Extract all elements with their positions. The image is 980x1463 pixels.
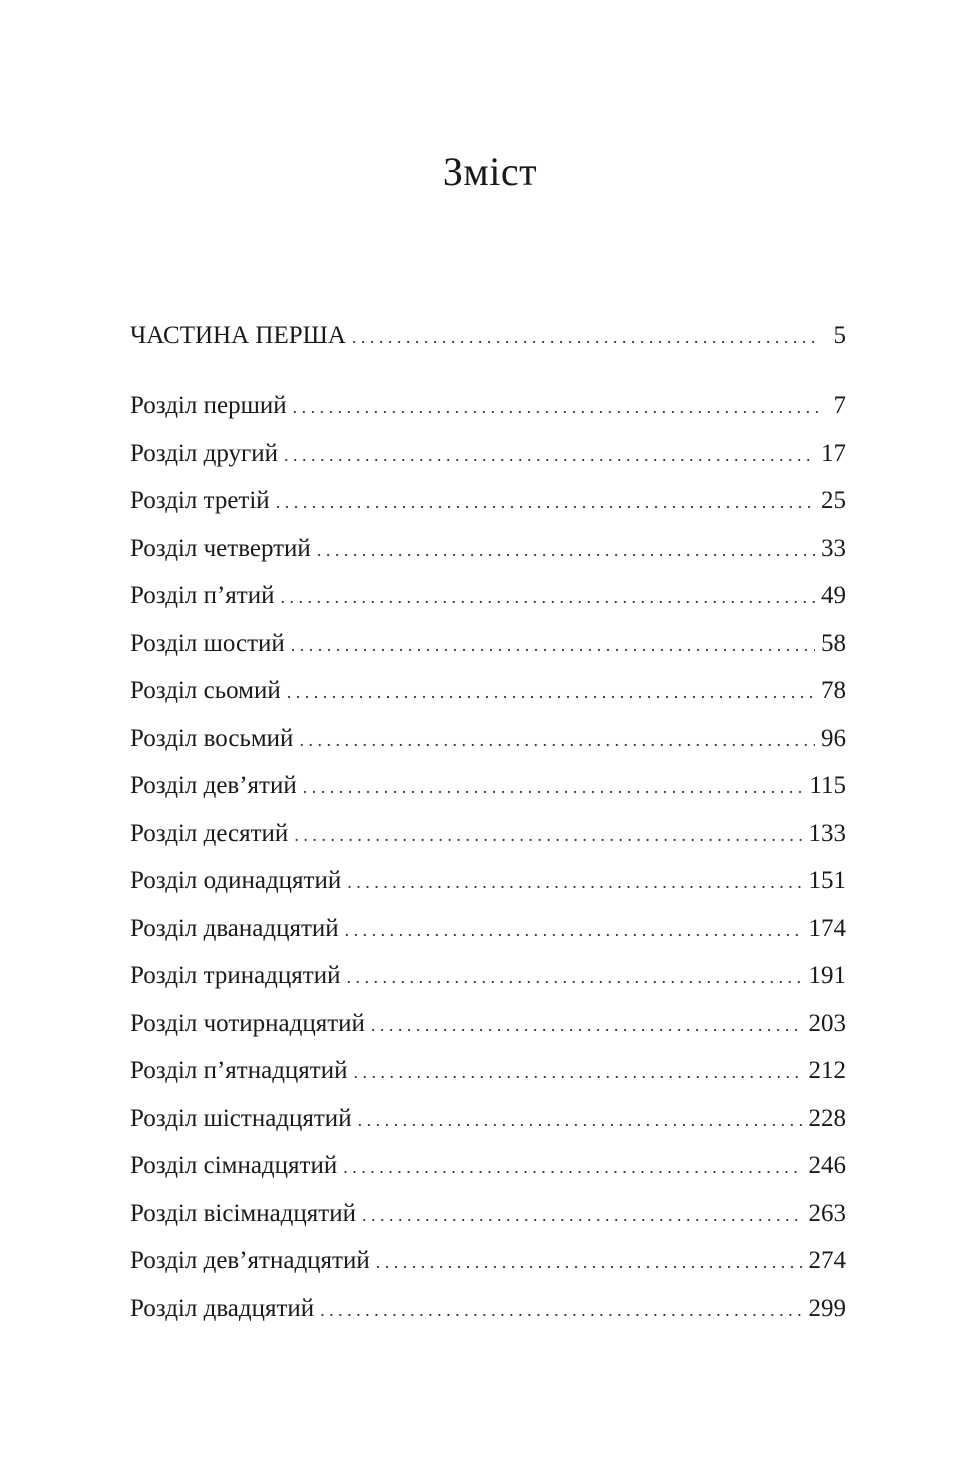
toc-page-number: 263 xyxy=(808,1199,846,1227)
toc-page-number: 228 xyxy=(808,1104,846,1132)
toc-chapter-entry xyxy=(130,1000,846,1048)
toc-entry-label: Розділ сімнадцятий xyxy=(130,1152,338,1179)
toc-page-number: 33 xyxy=(821,534,846,562)
toc-page-number: 203 xyxy=(808,1009,846,1037)
toc-page-number: 58 xyxy=(821,629,846,657)
toc-entry-label: Розділ третій xyxy=(130,487,270,514)
toc-page-number: 191 xyxy=(808,962,846,989)
toc-page-number: 133 xyxy=(808,819,846,847)
toc-chapter-entry xyxy=(130,1095,846,1143)
page-title: Зміст xyxy=(442,149,538,194)
toc-entry-label: Розділ сьомий xyxy=(130,677,281,704)
toc-entry-label: Розділ одинадцятий xyxy=(130,867,342,894)
toc-entry-label: Розділ восьмий xyxy=(130,724,294,752)
toc-page-number: 17 xyxy=(821,439,846,467)
toc-entry-label: Розділ дев’ятий xyxy=(130,772,297,799)
toc-chapter-entry xyxy=(130,620,846,668)
dot-leader xyxy=(346,954,802,1002)
dot-leader xyxy=(294,812,802,860)
dot-leader xyxy=(303,764,804,812)
toc-part-entry xyxy=(130,312,846,369)
toc-entry-label: Розділ другий xyxy=(130,439,278,467)
toc-page-number: 174 xyxy=(808,914,846,942)
toc-chapter-entry xyxy=(130,905,846,953)
toc-page-number: 151 xyxy=(808,867,846,894)
toc-page-number: 299 xyxy=(808,1294,846,1322)
toc-chapter-entry xyxy=(130,477,846,525)
dot-leader xyxy=(353,1049,802,1097)
dot-leader xyxy=(299,717,815,765)
toc-chapter-entry xyxy=(130,667,846,715)
toc-chapter-entry xyxy=(130,1047,846,1095)
toc-page-number: 5 xyxy=(833,322,846,349)
dot-leader xyxy=(291,622,815,670)
toc-entry-label: ЧАСТИНА ПЕРША xyxy=(130,322,346,349)
toc-entry-label: Розділ дванадцятий xyxy=(130,914,339,942)
dot-leader xyxy=(280,574,815,622)
toc-chapter-entry xyxy=(130,810,846,858)
toc-entry-label: Розділ дев’ятнадцятий xyxy=(130,1247,370,1274)
toc-chapter-entry xyxy=(130,382,846,430)
toc-entry-label: Розділ шістнадцятий xyxy=(130,1104,352,1132)
dot-leader xyxy=(358,1097,803,1145)
dot-leader xyxy=(320,1287,802,1335)
dot-leader xyxy=(287,669,815,717)
toc-entry-label: Розділ перший xyxy=(130,392,287,419)
toc-entry-label: Розділ п’ятий xyxy=(130,582,275,609)
dot-leader xyxy=(362,1192,803,1240)
toc-entry-label: Розділ шостий xyxy=(130,629,285,657)
toc-page-number: 7 xyxy=(833,392,846,419)
toc-chapter-entry xyxy=(130,1285,846,1333)
dot-leader xyxy=(347,859,802,907)
dot-leader xyxy=(376,1239,803,1287)
toc-page-number: 49 xyxy=(821,582,846,609)
dot-leader xyxy=(352,314,820,362)
toc-page-number: 78 xyxy=(821,677,846,704)
toc-page-number: 25 xyxy=(821,487,846,514)
dot-leader xyxy=(317,527,815,575)
toc-entry-label: Розділ чотирнадцятий xyxy=(130,1009,365,1037)
toc-page-number: 274 xyxy=(808,1247,846,1274)
toc-chapter-entry xyxy=(130,525,846,573)
toc-entry-label: Розділ тринадцятий xyxy=(130,962,341,989)
toc-entry-label: Розділ двадцятий xyxy=(130,1294,315,1322)
dot-leader xyxy=(293,384,820,432)
toc-page-number: 115 xyxy=(809,772,846,799)
toc-chapter-entry xyxy=(130,572,846,620)
toc-chapter-entry xyxy=(130,952,846,1000)
toc-chapter-entry xyxy=(130,1237,846,1285)
toc-chapter-entry xyxy=(130,857,846,905)
dot-leader xyxy=(284,432,815,480)
toc-entry-label: Розділ десятий xyxy=(130,819,289,847)
dot-leader xyxy=(345,907,803,955)
toc-chapter-entry xyxy=(130,715,846,763)
toc-entry-label: Розділ п’ятнадцятий xyxy=(130,1057,348,1084)
toc-chapter-entry xyxy=(130,1142,846,1190)
toc-entry-label: Розділ четвертий xyxy=(130,534,311,562)
toc-chapter-entry xyxy=(130,1190,846,1238)
toc-entry-label: Розділ вісімнадцятий xyxy=(130,1199,356,1227)
table-of-contents xyxy=(130,312,846,1332)
toc-chapter-entry xyxy=(130,430,846,478)
dot-leader xyxy=(276,479,815,527)
dot-leader xyxy=(371,1002,803,1050)
toc-chapter-entry xyxy=(130,762,846,810)
toc-page-number: 96 xyxy=(821,724,846,752)
toc-page-number: 246 xyxy=(808,1152,846,1179)
toc-page-number: 212 xyxy=(808,1057,846,1084)
dot-leader xyxy=(343,1144,802,1192)
